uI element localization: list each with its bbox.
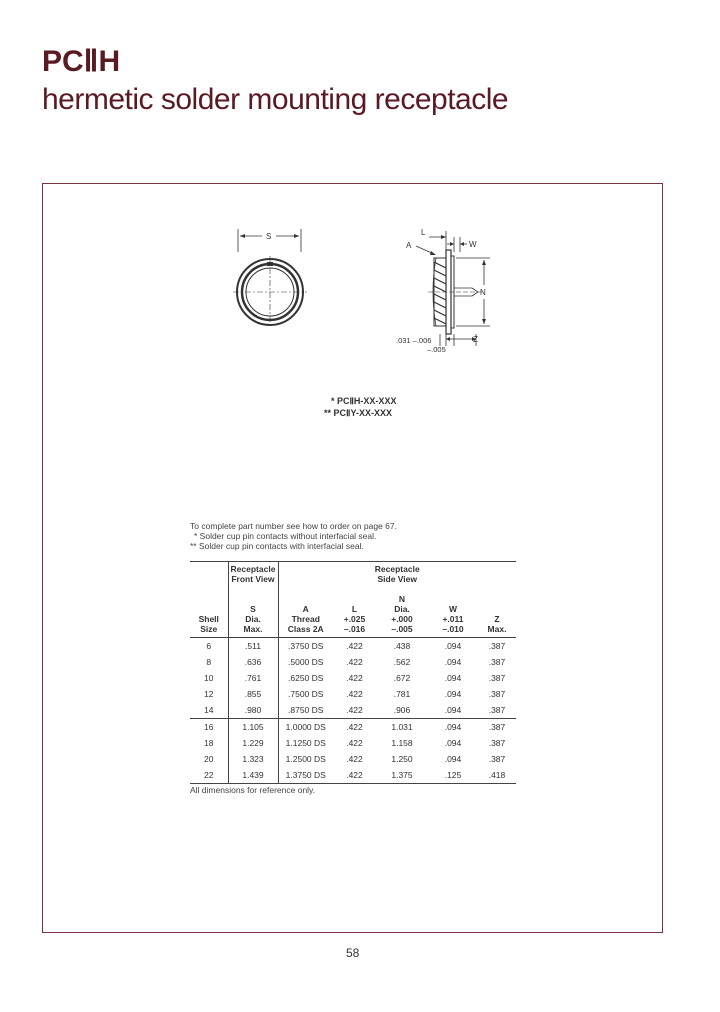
dim-label-w: W [469, 240, 477, 249]
tolerance-line-1: .031 –.006 [396, 336, 432, 345]
col-header-s: S Dia. Max. [228, 588, 278, 638]
col-header-w: W +.011 –.010 [428, 588, 478, 638]
tolerance-line-2: –.005 [427, 345, 446, 354]
col-header-n: N Dia. +.000 –.005 [376, 588, 428, 638]
page-number: 58 [346, 946, 360, 960]
side-view-drawing [416, 231, 490, 346]
table-row: 8 .636 .5000 DS .422 .562 .094 .387 [190, 654, 516, 670]
ordering-notes [190, 521, 397, 551]
col-header-a: A Thread Class 2A [278, 588, 333, 638]
table-row: 6 .511 .3750 DS .422 .438 .094 .387 [190, 638, 516, 655]
part-number-2: ** PCⅡY-XX-XXX [324, 408, 392, 418]
table-row: 20 1.323 1.2500 DS .422 1.250 .094 .387 [190, 751, 516, 767]
table-footnote: All dimensions for reference only. [190, 785, 316, 795]
table-row: 18 1.229 1.1250 DS .422 1.158 .094 .387 [190, 735, 516, 751]
table-row: 12 .855 .7500 DS .422 .781 .094 .387 [190, 686, 516, 702]
col-header-shell: Shell Size [190, 588, 228, 638]
table-header-blank [190, 562, 228, 589]
col-header-z: Z Max. [478, 588, 516, 638]
dim-label-n: N [480, 288, 486, 297]
dim-label-l: L [421, 228, 426, 237]
table-row: 16 1.105 1.0000 DS .422 1.031 .094 .387 [190, 719, 516, 736]
front-view-drawing [233, 229, 307, 328]
part-number-1: * PCⅡH-XX-XXX [331, 396, 397, 406]
group-header-side: Receptacle Side View [278, 562, 516, 589]
dim-label-a: A [406, 241, 412, 250]
dim-label-s: S [266, 232, 272, 241]
col-header-l: L +.025 –.016 [333, 588, 376, 638]
note-line-1: To complete part number see how to order on page 67. [190, 521, 397, 531]
table-row: 10 .761 .6250 DS .422 .672 .094 .387 [190, 670, 516, 686]
note-line-2: * Solder cup pin contacts without interfacial seal. [194, 531, 377, 541]
table-row: 22 1.439 1.3750 DS .422 1.375 .125 .418 [190, 767, 516, 784]
product-code-title: PCⅡH [42, 45, 121, 78]
group-header-front: Receptacle Front View [228, 562, 278, 589]
table-row: 14 .980 .8750 DS .422 .906 .094 .387 [190, 702, 516, 719]
note-line-3: ** Solder cup pin contacts with interfacial seal. [190, 541, 364, 551]
dimensions-table [190, 561, 516, 784]
dim-label-z: Z [473, 335, 478, 344]
product-subtitle: hermetic solder mounting receptacle [42, 83, 509, 116]
